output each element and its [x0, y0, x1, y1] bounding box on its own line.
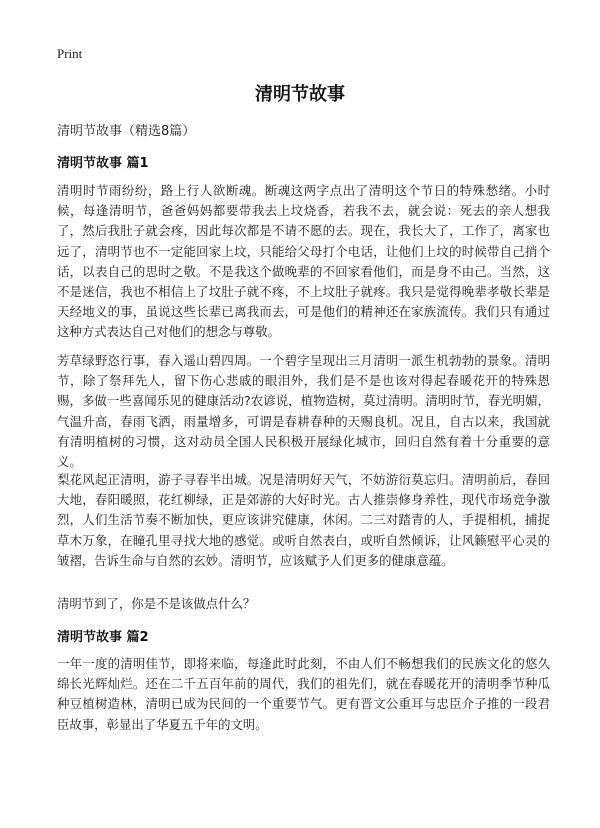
page-title: 清明节故事 [255, 84, 345, 105]
section-1-paragraph-2: 芳草绿野恣行事，春入遥山碧四周。一个碧字呈现出三月清明一派生机勃勃的景象。清明节，除了祭拜先人，留下伤心悲戚的眼泪外，我们是不是也该对得起春暖花开的特殊恩赐，多做一些喜闻乐见的健康活动?农谚说，植物造树，莫过清明。清明时节，春光明媚，气温升高，春雨飞洒，雨量增多，可谓是春耕春种的天赐良机。况且，自古以来，我国就有清明植树的习惯，这对动员全国人民积极开展绿化城市，回归自然有着十分重要的意义。 [57, 353, 550, 470]
section-1-paragraph-4: 清明节到了，你是不是该做点什么？ [57, 596, 256, 611]
section-1-paragraph-1: 清明时节雨纷纷，路上行人欲断魂。断魂这两字点出了清明这个节日的特殊愁绪。小时候，每逢清明节，爸爸妈妈都要带我去上坟烧香，若我不去，就会说：死去的亲人想我了，然后我肚子就会疼，因此每次都是不请不愿的去。现在，我长大了，工作了，离家也远了，清明节也不一定能回家上坟，只能给父母打个电话，让他们上坟的时候带自己捎个话，以表自己的思时之敬。不是我这个做晚辈的不回家看他们，而是身不由己。当然，这不是迷信，我也不相信上了坟肚子就不疼，不上坟肚子就疼。我只是觉得晚辈孝敬长辈是天经地义的事，虽说这些长辈已离我而去，可是他们的精神还在家族流传。我们只有通过这种方式表达自己对他们的想念与尊敬。 [57, 183, 550, 340]
page-subtitle: 清明节故事（精选8篇） [57, 124, 196, 139]
section-1-paragraph-3: 梨花风起正清明，游子寻春半出城。况是清明好天气，不妨游衍莫忘归。清明前后，春回大地，春阳暖照，花红柳绿，正是郊游的大好时光。古人推崇修身养性，现代市场竞争激烈，人们生活节奏不断加快，更应该讲究健康，休闲。二三对踏青的人，手提相机，捕捉草木万象，在瞳孔里寻找大地的感觉。或听自然表白，或听自然倾诉，让风籁慰平心灵的皱褶，告诉生命与自然的玄妙。清明节，应该赋予人们更多的健康意蕴。 [57, 472, 550, 568]
section-heading-1: 清明节故事 篇1 [57, 156, 149, 171]
section-2-paragraph-1: 一年一度的清明佳节，即将来临，每逢此时此刻，不由人们不畅想我们的民族文化的悠久绵长光辉灿烂。还在二千五百年前的周代，我们的祖先们，就在春暖花开的清明季节种瓜种豆植树造林，清明已成为民间的一个重要节气。更有晋文公重耳与忠臣介子推的一段君臣故事，彰显出了华夏五千年的文明。 [57, 656, 550, 732]
print-link[interactable]: Print [57, 46, 83, 61]
section-heading-2: 清明节故事 篇2 [57, 630, 149, 645]
